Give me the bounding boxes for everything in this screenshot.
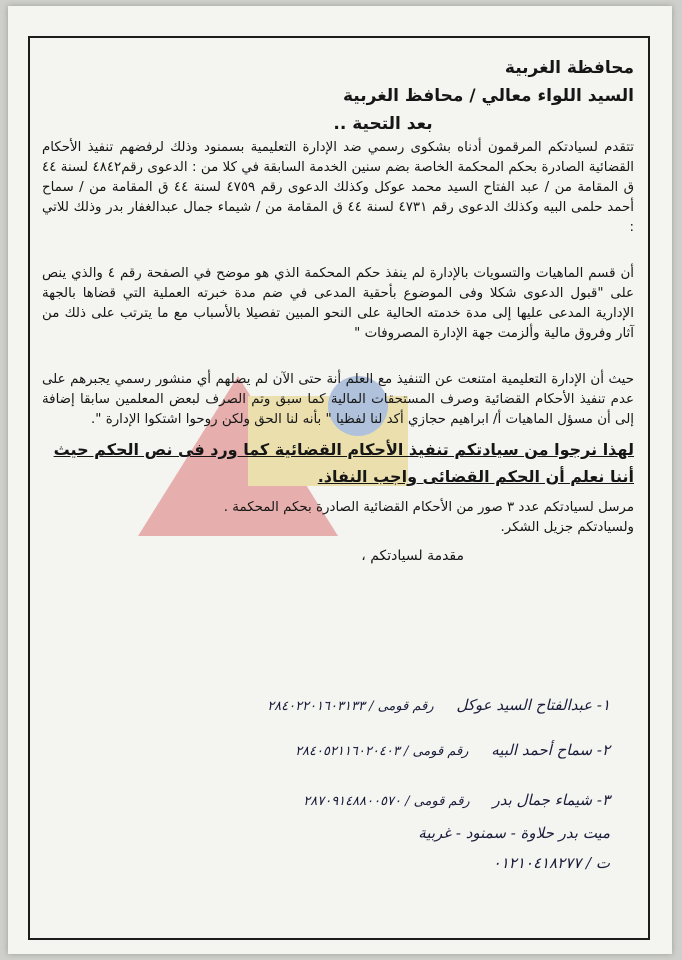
signature-1-name: ١- عبدالفتاح السيد عوكل	[456, 696, 610, 714]
phone-text: ت / ٠١٢١٠٤١٨٢٧٧	[492, 854, 610, 872]
addressee-line: السيد اللواء معالي / محافظ الغربية	[343, 86, 634, 106]
signature-2-id: رقم قومى / ٢٨٤٠٥٢١١٦٠٢٠٤٠٣	[295, 744, 469, 759]
governorate-heading: محافظة الغربية	[504, 58, 634, 78]
paragraph-court-ruling: أن قسم الماهيات والتسويات بالإدارة لم ينفذ حكم المحكمة الذي هو موضح في الصفحة رقم ٤ والذي ينص على "قبول الدعوى شكلا وفى الموضوع بأحقية المدعى في ضم مدة خبرته العملية التي قضاها بالجهة الإدارية المدعى عليها إلى مدة خدمته الحالية على النحو المبين تفصيلا بالأسباب مع ما يترتب على ذلك من آثار وفروق مالية وألزمت جهة الإدارة المصروفات "	[42, 266, 634, 341]
thanks-line: ولسيادتكم جزيل الشكر.	[500, 520, 634, 535]
signature-2-name: ٢- سماح أحمد البيه	[491, 741, 610, 759]
address-text: ميت بدر حلاوة - سمنود - غربية	[418, 824, 610, 842]
signature-3-name: ٣- شيماء جمال بدر	[492, 791, 610, 809]
signature-2	[295, 741, 610, 759]
request-statement: لهذا نرجوا من سيادتكم تنفيذ الأحكام القضائية كما ورد فى نص الحكم حيث أننا نعلم أن الحكم القضائى واجب النفاذ.	[53, 440, 634, 486]
signoff-line: مقدمة لسيادتكم ،	[361, 548, 464, 564]
greeting: بعد التحية ..	[333, 114, 433, 134]
attachment-note: مرسل لسيادتكم عدد ٣ صور من الأحكام القضائية الصادرة بحكم المحكمة .	[223, 500, 634, 515]
signature-3	[303, 791, 610, 809]
signature-3-id: رقم قومى / ٢٨٧٠٩١٤٨٨٠٠٥٧٠	[303, 794, 470, 809]
signature-1-id: رقم قومى / ٢٨٤٠٢٢٠١٦٠٣١٣٣	[267, 699, 434, 714]
phone-line	[493, 854, 610, 872]
paragraph-refusal: حيث أن الإدارة التعليمية امتنعت عن التنفيذ مع العلم أنة حتى الآن لم يصلهم أي منشور رسمي يجبرهم على عدم تنفيذ الأحكام القضائية وصرف المستحقات المالية كما سبق وتم الصرف لبعض المعلمين سابقا إضافة إلى أن مسؤل الماهيات أ/ ابراهيم حجازي أكد لنا لفظيا " بأنه لنا الحق ولكن روحوا اشتكوا الإدارة ".	[42, 372, 634, 427]
document-page	[8, 6, 672, 954]
signature-1	[267, 696, 610, 714]
paragraph-complaint: تتقدم لسيادتكم المرقمون أدناه بشكوى رسمي ضد الإدارة التعليمية بسمنود وذلك لرفضهم تنفيذ الأحكام القضائية الصادرة بحكم المحكمة الخاصة بضم سنين الخدمة السابقة في كلا من : الدعوى رقم٤٨٤٢ لسنة ٤٤ ق المقامة من / عبد الفتاح السيد محمد عوكل وكذلك الدعوى رقم ٤٧٥٩ لسنة ٤٤ ق المقامة من / سماح أحمد حلمى البيه وكذلك الدعوى رقم ٤٧٣١ لسنة ٤٤ ق المقامة من / شيماء جمال عبدالغفار بدر وذلك للاتي :	[42, 140, 635, 235]
letter-content	[42, 58, 634, 564]
address-line	[418, 824, 610, 842]
